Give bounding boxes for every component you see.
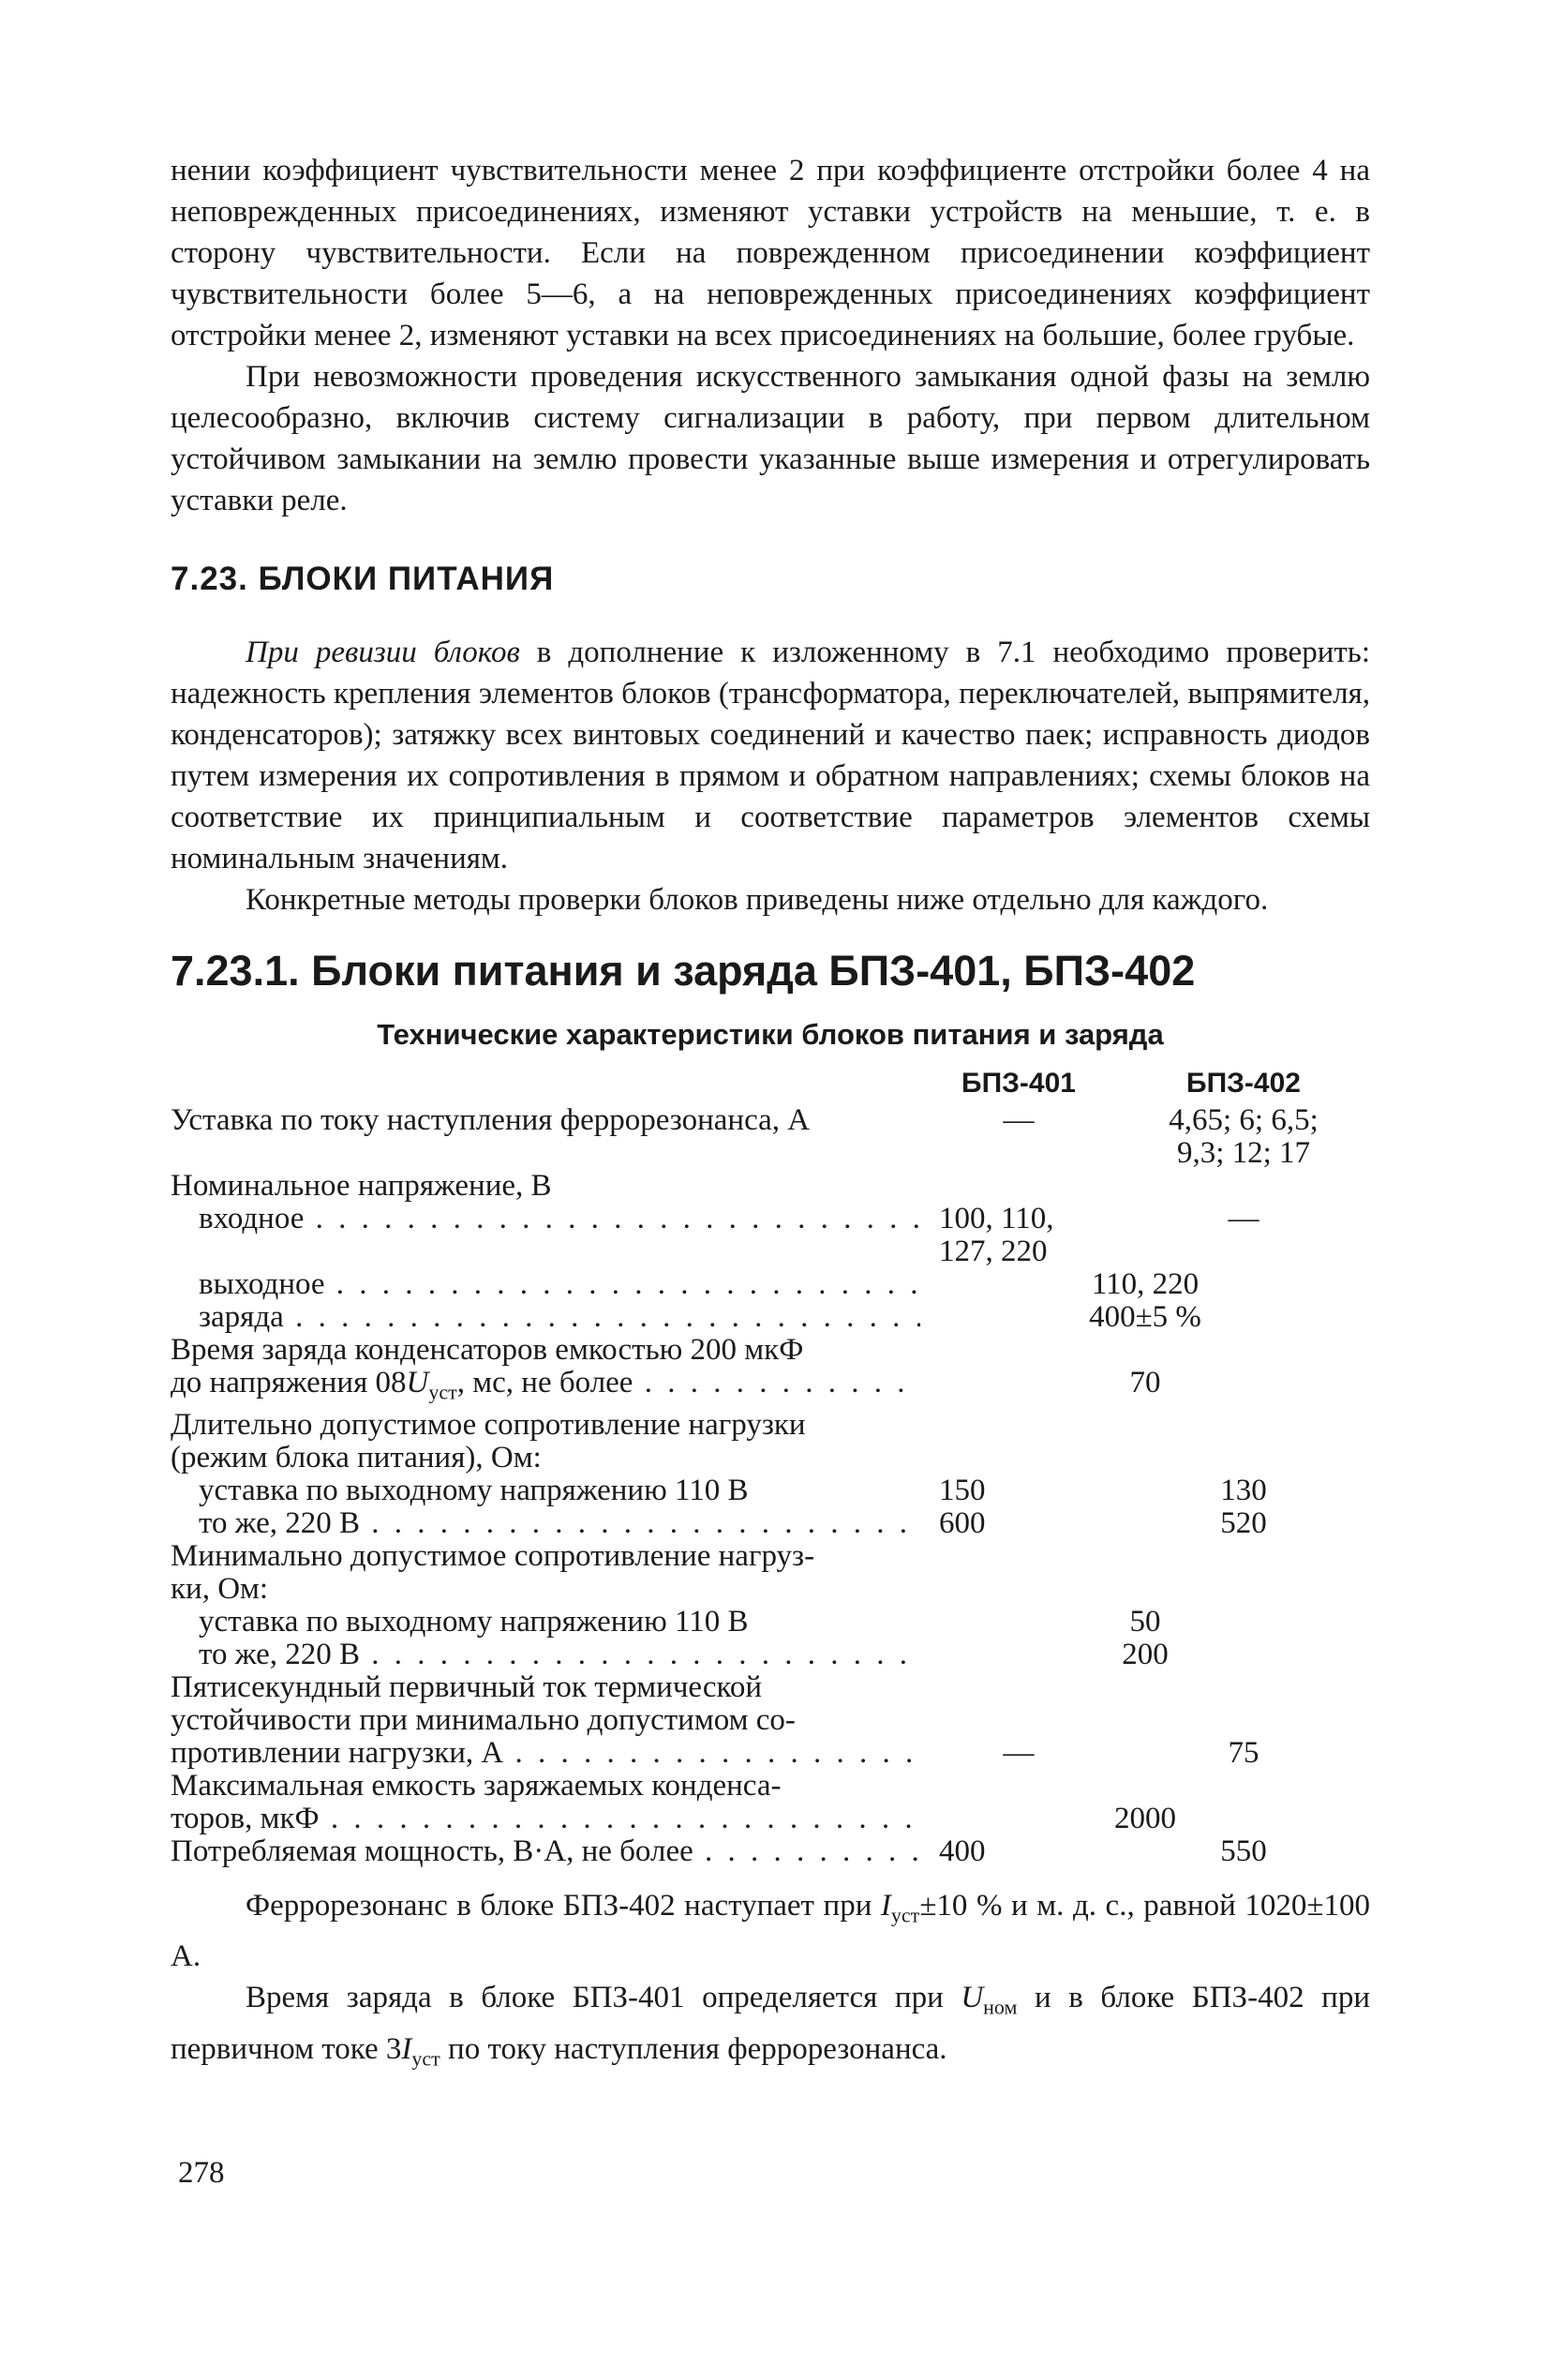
- row-label: уставка по выходному напряжению 110 В: [199, 1474, 749, 1507]
- cell-bpz402: 75: [1228, 1735, 1259, 1770]
- cell-bpz402: 4,65; 6; 6,5;: [1169, 1103, 1319, 1137]
- row-label: Пятисекундный первичный ток термической: [171, 1670, 763, 1704]
- cell-bpz401: 127, 220: [939, 1235, 1048, 1268]
- intro-paragraph-2: При невозможности проведения искусственного замыкания одной фазы на землю целесообразно, включив систему сигнализации в работу, при первом длительном устойчивом замыкании на землю провести указанные выше измерения и отрегулировать уставки реле.: [171, 360, 1370, 517]
- cell-bpz402: 9,3; 12; 17: [1176, 1136, 1311, 1170]
- row-label-text: противлении нагрузки, А: [171, 1736, 504, 1770]
- page-content: [171, 150, 1370, 2079]
- cell-bpz401: —: [1003, 1103, 1035, 1137]
- row-label: [171, 1835, 920, 1868]
- note-text: и в блоке БПЗ-402 при первичном токе 3: [171, 1981, 1370, 2066]
- row-label: Уставка по току наступления феррорезонанса, А: [171, 1104, 811, 1137]
- row-label: устойчивости при минимально допустимом со-: [171, 1703, 796, 1737]
- table-row: [171, 1203, 1370, 1235]
- cell-bpz401: 400: [939, 1834, 986, 1868]
- row-label: [171, 1507, 920, 1540]
- cell-bpz401: 150: [939, 1473, 986, 1507]
- section-heading: 7.23. БЛОКИ ПИТАНИЯ: [171, 561, 555, 597]
- row-label: (режим блока питания), Ом:: [171, 1441, 542, 1474]
- cell-bpz402: 520: [1220, 1505, 1267, 1540]
- table-row: [171, 1835, 1370, 1868]
- row-label: [171, 1301, 920, 1334]
- table-row: [171, 1442, 1370, 1474]
- cell-bpz402: —: [1228, 1202, 1259, 1235]
- row-label: уставка по выходному напряжению 110 В: [199, 1605, 749, 1639]
- subsection-heading: 7.23.1. Блоки питания и заряда БПЗ-401, БПЗ-402: [171, 947, 1196, 995]
- row-label: Максимальная емкость заряжаемых конденса-: [171, 1769, 782, 1803]
- row-label: [171, 1268, 920, 1301]
- row-label-text: выходное: [199, 1268, 325, 1301]
- table-row: [171, 1639, 1370, 1671]
- table-row: [171, 1104, 1370, 1137]
- u-subscript: уст: [428, 1380, 457, 1404]
- row-label-text: то же, 220 В: [199, 1638, 361, 1671]
- table-row: [171, 1770, 1370, 1803]
- row-label-text: входное: [199, 1203, 305, 1235]
- row-label-text: до напряжения 08: [171, 1367, 407, 1400]
- section-paragraph-1: [171, 632, 1370, 879]
- row-label: [171, 1367, 920, 1409]
- table-row: [171, 1540, 1370, 1573]
- page-number: 278: [178, 2156, 225, 2190]
- row-label: Минимально допустимое сопротивление нагруз-: [171, 1539, 815, 1573]
- cell-both: 50: [1129, 1604, 1161, 1639]
- cell-bpz401: —: [1003, 1735, 1035, 1770]
- row-label: Номинальное напряжение, В: [171, 1170, 552, 1203]
- table-title: Технические характеристики блоков питания и заряда: [377, 1018, 1164, 1051]
- table-row: [171, 1803, 1370, 1835]
- column-header-bpz401: БПЗ-401: [961, 1068, 1076, 1099]
- table-row: [171, 1737, 1370, 1770]
- row-label: ки, Ом:: [171, 1572, 269, 1606]
- spec-table: [171, 1063, 1370, 1868]
- table-row: [171, 1409, 1370, 1442]
- row-label-text: заряда: [199, 1301, 284, 1334]
- intro-paragraph-1: нении коэффициент чувствительности менее 2 при коэффициенте отстройки более 4 на неповрежденных присоединениях, изменяют уставки устройств на меньшие, т. е. в сторону чувствительности. Если на поврежденном присоединении коэффициент чувствительности более 5—6, а на неповрежденных присоединениях коэффициент отстройки менее 2, изменяют уставки на всех присоединениях на большие, более грубые.: [171, 154, 1370, 352]
- italic-lead: При ревизии блоков: [246, 636, 520, 669]
- row-label-text: Потребляемая мощность, В·А, не более: [171, 1834, 693, 1868]
- table-row: [171, 1507, 1370, 1540]
- table-row: [171, 1268, 1370, 1301]
- note-text: Время заряда в блоке БПЗ-401 определяется при: [246, 1981, 961, 2015]
- table-header-row: [171, 1063, 1370, 1104]
- row-label-text: торов, мкФ: [171, 1802, 320, 1835]
- table-row: [171, 1137, 1370, 1170]
- table-row: [171, 1573, 1370, 1606]
- cell-both: 110, 220: [1091, 1267, 1200, 1301]
- note-paragraph-2: [171, 1977, 1370, 2079]
- table-row: [171, 1301, 1370, 1334]
- u-symbol: U: [406, 1367, 429, 1400]
- table-row: [171, 1170, 1370, 1203]
- row-label: Длительно допустимое сопротивление нагрузки: [171, 1408, 806, 1442]
- table-row: [171, 1367, 1370, 1409]
- table-row: [171, 1334, 1370, 1367]
- u-symbol: U: [961, 1981, 984, 2015]
- cell-bpz402: 130: [1220, 1473, 1267, 1507]
- i-symbol: I: [401, 2031, 412, 2066]
- cell-both: 400±5 %: [1089, 1300, 1201, 1334]
- note-paragraph-1: [171, 1885, 1370, 1978]
- cell-bpz401: 100, 110,: [939, 1202, 1054, 1235]
- table-row: [171, 1671, 1370, 1704]
- table-row: [171, 1474, 1370, 1507]
- cell-bpz401: 600: [939, 1505, 986, 1540]
- row-label: [171, 1639, 920, 1671]
- table-row: [171, 1235, 1370, 1268]
- row-label: [171, 1737, 920, 1770]
- table-row: [171, 1704, 1370, 1737]
- cell-both: 2000: [1114, 1801, 1176, 1835]
- cell-bpz402: 550: [1220, 1834, 1267, 1868]
- paragraph-body: в дополнение к изложенному в 7.1 необходимо проверить: надежность крепления элементов блоков (трансформатора, переключателей, выпрямителя, конденсаторов); затяжку всех винтовых соединений и качество паек; исправность диодов путем измерения их сопротивления в прямом и обратном направлениях; схемы блоков на соответствие их принципиальным и соответствие параметров элементов схемы номинальным значениям.: [171, 636, 1370, 876]
- i-subscript: уст: [890, 1903, 920, 1927]
- note-text: по току наступления феррорезонанса.: [440, 2031, 947, 2066]
- u-subscript: ном: [983, 1995, 1018, 2019]
- row-label-text: , мс, не более: [456, 1367, 633, 1400]
- note-text: ±10 % и м. д. с., равной 1020±100 А.: [171, 1888, 1370, 1974]
- i-symbol: I: [880, 1888, 891, 1923]
- section-paragraph-2: Конкретные методы проверки блоков приведены ниже отдельно для каждого.: [246, 883, 1269, 917]
- table-row: [171, 1606, 1370, 1639]
- row-label: [171, 1803, 920, 1835]
- row-label-text: то же, 220 В: [199, 1506, 361, 1540]
- cell-both: 200: [1122, 1637, 1169, 1671]
- note-text: Феррорезонанс в блоке БПЗ-402 наступает при: [246, 1888, 881, 1923]
- row-label: Время заряда конденсаторов емкостью 200 мкФ: [171, 1334, 804, 1367]
- column-header-bpz402: БПЗ-402: [1186, 1068, 1301, 1099]
- i-subscript: уст: [411, 2046, 440, 2071]
- row-label: [171, 1203, 920, 1235]
- cell-both: 70: [1129, 1366, 1161, 1400]
